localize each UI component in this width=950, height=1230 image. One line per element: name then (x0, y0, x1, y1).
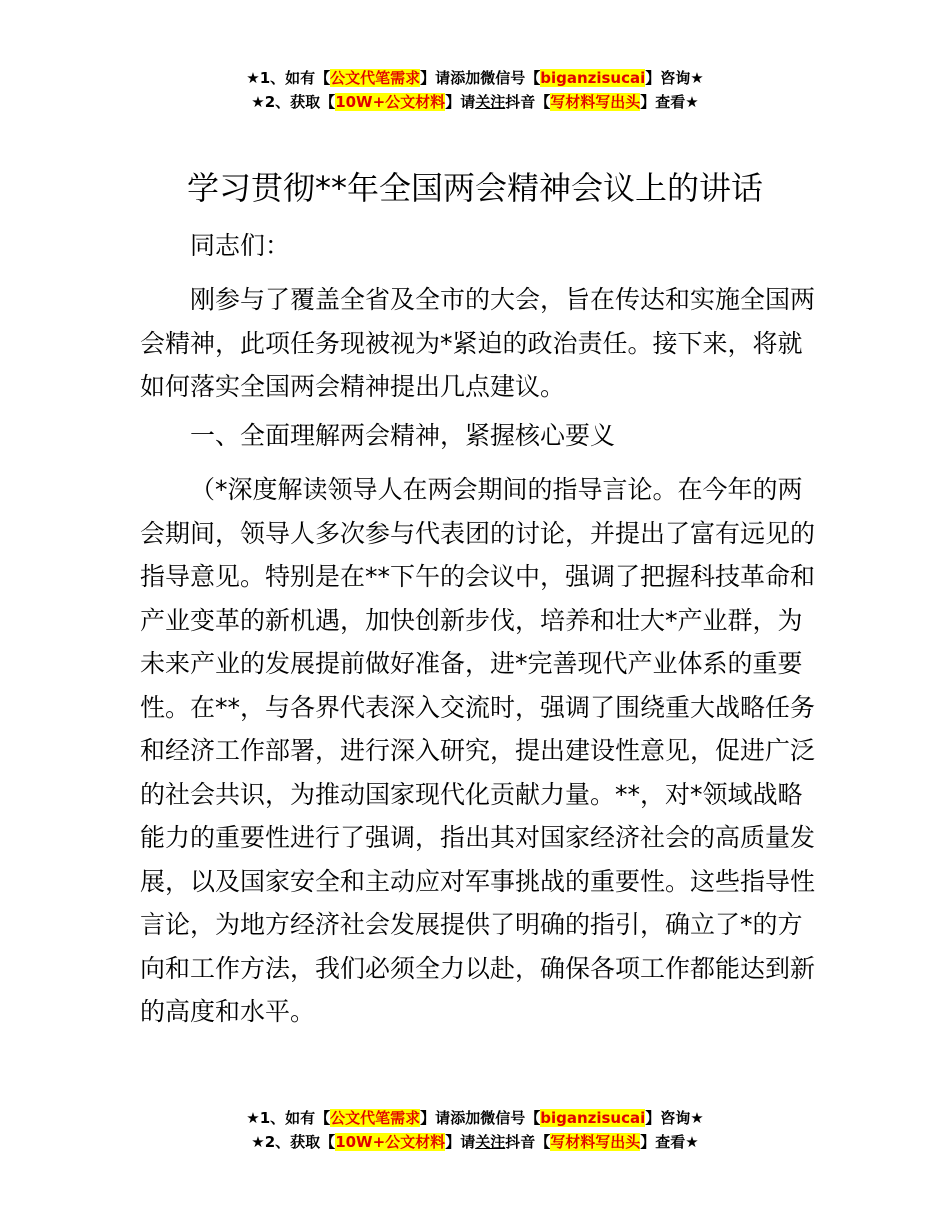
banner-line-2 (0, 90, 950, 114)
banner-line2-prefix: ★2、获取【 (251, 93, 336, 111)
banner-highlight-ghostwriting: 公文代笔需求 (330, 69, 421, 87)
banner-line2-midb: 抖音【 (505, 93, 551, 111)
banner-highlight-materials: 10W+公文材料 (335, 93, 446, 111)
banner-highlight-douyin: 写材料写出头 (550, 93, 641, 111)
footer-highlight-douyin: 写材料写出头 (550, 1133, 641, 1151)
banner-line1-suffix: 】咨询★ (645, 69, 704, 87)
footer-banner-line-1 (0, 1106, 950, 1130)
footer-line1-mid: 】请 (420, 1109, 451, 1127)
banner-line1-midb: 微信号【 (480, 69, 541, 87)
banner-line1-emph: 添加 (450, 69, 481, 87)
salutation-text: 同志们： (190, 231, 291, 260)
banner-highlight-wechat-id: biganzisucai (540, 69, 646, 87)
footer-highlight-materials: 10W+公文材料 (335, 1133, 446, 1151)
paragraph-1 (140, 278, 815, 409)
banner-line2-mid: 】请 (445, 93, 476, 111)
paragraph-1-text: 刚参与了覆盖全省及全市的大会，旨在传达和实施全国两会精神，此项任务现被视为*紧迫的政治责任。接下来，将就如何落实全国两会精神提出几点建议。 (140, 285, 816, 401)
salutation (140, 224, 815, 268)
banner-line-1 (0, 66, 950, 90)
section-heading-1 (140, 414, 815, 458)
banner-line2-suffix: 】查看★ (640, 93, 699, 111)
banner-line1-prefix: ★1、如有【 (246, 69, 331, 87)
footer-line1-suffix: 】咨询★ (645, 1109, 704, 1127)
banner-line2-emph: 关注 (475, 93, 506, 111)
footer-line2-suffix: 】查看★ (640, 1133, 699, 1151)
footer-line1-prefix: ★1、如有【 (246, 1109, 331, 1127)
footer-line2-emph: 关注 (475, 1133, 506, 1151)
banner-line1-mid: 】请 (420, 69, 451, 87)
header-banner (0, 66, 950, 114)
section-heading-1-text: 一、全面理解两会精神，紧握核心要义 (190, 421, 616, 450)
footer-line2-prefix: ★2、获取【 (251, 1133, 336, 1151)
paragraph-2-text: （*深度解读领导人在两会期间的指导言论。在今年的两会期间，领导人多次参与代表团的讨论，并提出了富有远见的指导意见。特别是在**下午的会议中，强调了把握科技革命和产业变革的新机遇，加快创新步伐，培养和壮大*产业群，为未来产业的发展提前做好准备，进*完善现代产业体系的重要性。在**，与各界代表深入交流时，强调了围绕重大战略任务和经济工作部署，进行深入研究，提出建设性意见，促进广泛的社会共识，为推动国家现代化贡献力量。**，对*领域战略能力的重要性进行了强调，指出其对国家经济社会的高质量发展，以及国家安全和主动应对军事挑战的重要性。这些指导性言论，为地方经济社会发展提供了明确的指引，确立了*的方向和工作方法，我们必须全力以赴，确保各项工作都能达到新的高度和水平。 (140, 475, 816, 1026)
footer-line2-mid: 】请 (445, 1133, 476, 1151)
footer-line2-midb: 抖音【 (505, 1133, 551, 1151)
footer-banner (0, 1106, 950, 1154)
footer-highlight-ghostwriting: 公文代笔需求 (330, 1109, 421, 1127)
footer-line1-midb: 微信号【 (480, 1109, 541, 1127)
document-title: 学习贯彻**年全国两会精神会议上的讲话 (186, 169, 763, 207)
footer-highlight-wechat-id: biganzisucai (540, 1109, 646, 1127)
footer-line1-emph: 添加 (450, 1109, 481, 1127)
paragraph-2 (140, 468, 815, 1034)
footer-banner-line-2 (0, 1130, 950, 1154)
